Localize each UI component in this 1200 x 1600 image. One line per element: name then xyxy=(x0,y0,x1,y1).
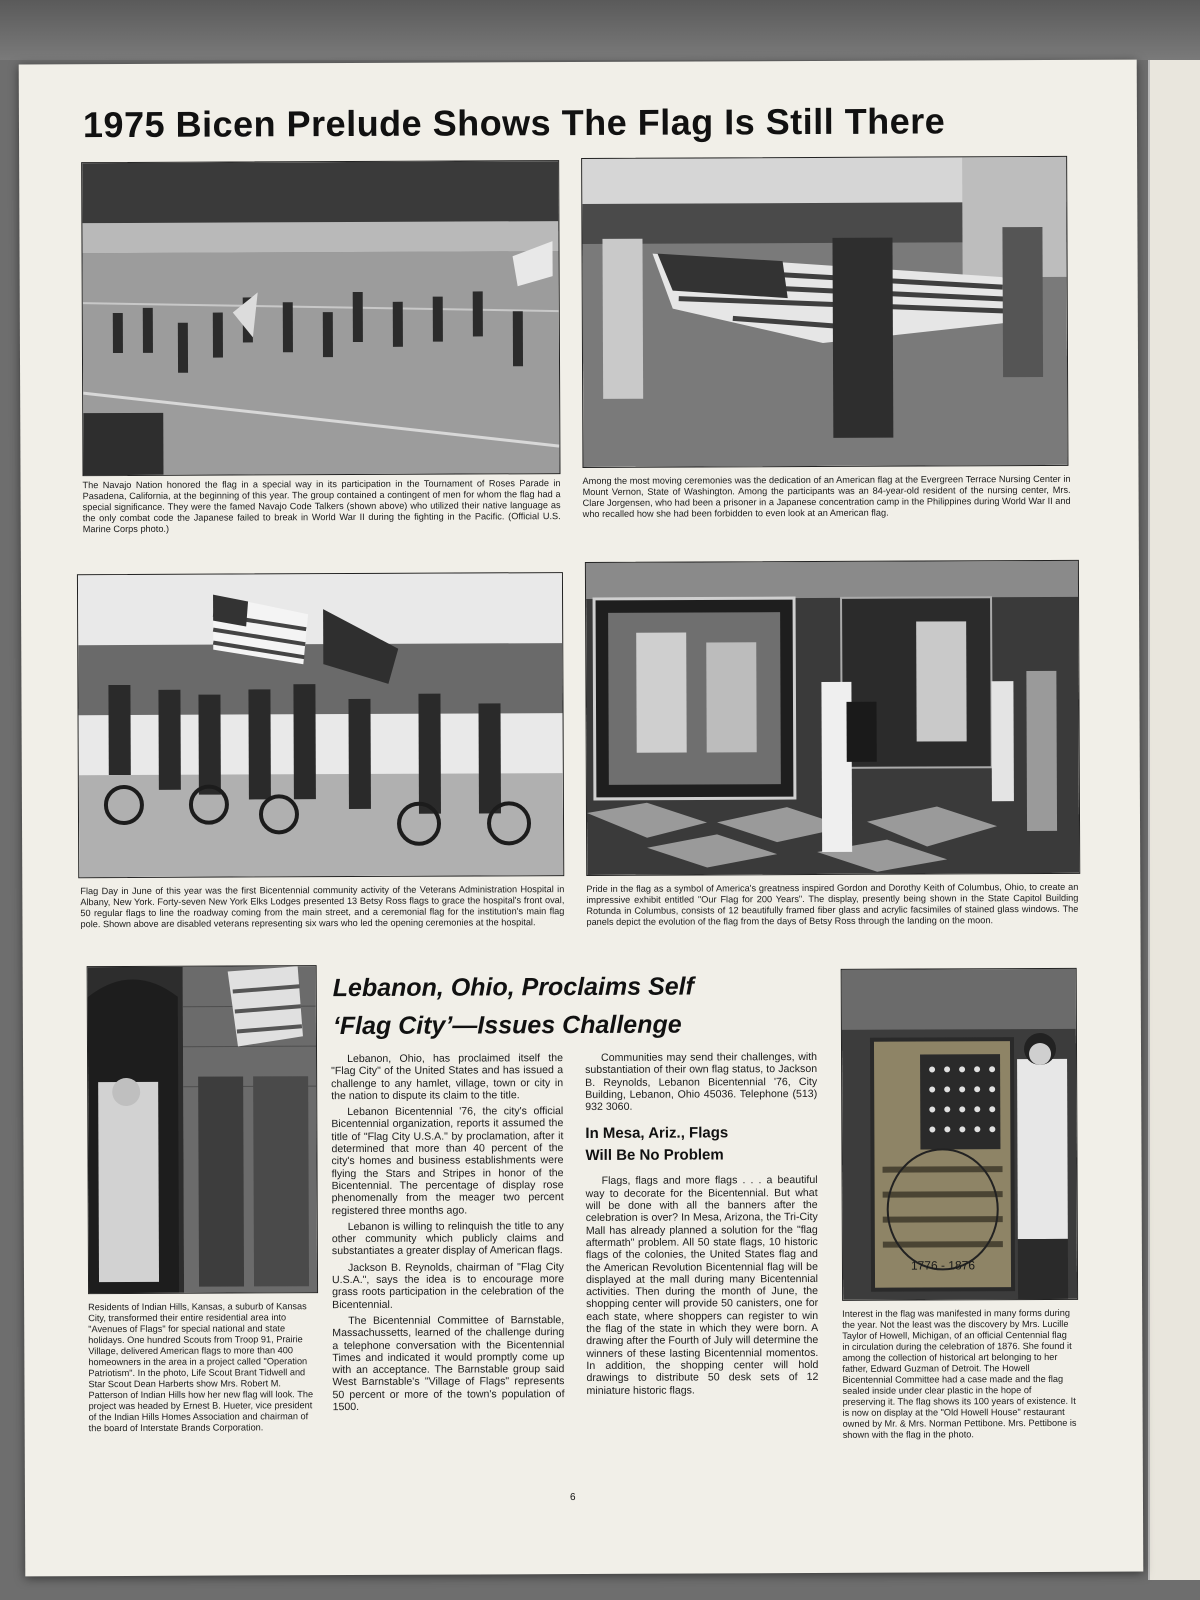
flag-day-caption: Flag Day in June of this year was the first Bicentennial community activity of the Veterans Administration Hospital in Albany, New York. Forty-seven New York Elks Lodges presented 13 Betsy Ross flags to grace the hospital's front oval, 50 regular flags to line the roadway coming from the main street, and a ceremonial flag for the institution's main flag pole. Shown above are disabled veterans representing six wars who led the opening ceremonies at the hospital. xyxy=(80,884,565,930)
article-title-line-1: Lebanon, Ohio, Proclaims Self xyxy=(332,972,694,1003)
indian-hills-caption: Residents of Indian Hills, Kansas, a suburb of Kansas City, transformed their entire residential area into "Avenues of Flags" for special national and state holidays. One hundred Scouts from Troop 91, Prairie Village, delivered American flags to more than 400 homeowners in the area in a project called "Operation Patriotism". In the photo, Life Scout Brant Tidwell and Star Scout Dean Harberts show Mrs. Robert M. Patterson of Indian Hills how her new flag will look. The project was headed by Ernest B. Hueter, vice president of the Indian Hills Homes Association and chairman of the board of Interstate Brands Corporation. xyxy=(88,1301,314,1434)
centennial-dates-text: 1776 - 1876 xyxy=(910,1258,976,1273)
centennial-flag-caption: Interest in the flag was manifested in many forms during the year. Not the least was the discovery by Mrs. Lucille Taylor of Howell, Michigan, of an official Centennial flag in circulation during the celebration of 1876. She found it among the collection of historical art belonging to her father, Edward Guzman of Detroit. The Howell Bicentennial Committee had a case made and the flag sealed inside under clear plastic in the hope of preserving it. The flag shows its 100 years of existence. It is now on display at the "Old Howell House" restaurant owned by Mr. & Mrs. Norman Pettibone. Mrs. Pettibone is shown with the flag in the photo. xyxy=(842,1307,1077,1440)
article-column-1 xyxy=(331,1052,565,1417)
page-number: 6 xyxy=(569,1492,576,1504)
indian-hills-photo xyxy=(87,965,318,1294)
newspaper-page xyxy=(19,60,1144,1577)
navajo-parade-photo xyxy=(81,160,560,476)
page-headline: 1975 Bicen Prelude Shows The Flag Is Still There xyxy=(82,100,946,146)
mesa-subheadline-line-2: Will Be No Problem xyxy=(585,1146,724,1165)
article-paragraph: The Bicentennial Committee of Barnstable, Massachussetts, learned of the challenge during a telephone conversation with the Bicentennial Times and indicated it would promptly come up with an acceptance. The Barnstable group said West Barnstable's "Village of Flags" represents 50 percent or more of the town's population of 1500. xyxy=(332,1314,565,1414)
article-paragraph: Lebanon, Ohio, has proclaimed itself the "Flag City" of the United States and has issued a challenge to any hamlet, village, town or city in the nation to dispute its claim to the title. xyxy=(331,1052,564,1102)
mesa-subheadline-line-1: In Mesa, Ariz., Flags xyxy=(585,1124,729,1143)
article-paragraph: Lebanon is willing to relinquish the title to any other community which publicly claims and substantiates a greater display of American flags. xyxy=(331,1219,564,1258)
challenge-contact-paragraph: Communities may send their challenges, with substantiation of their own flag status, to Jackson B. Reynolds, Lebanon Bicentennial '76, City Building, Lebanon, Ohio 45036. Telephone (513) 932 3060. xyxy=(585,1050,818,1114)
stained-glass-exhibit-photo xyxy=(585,560,1080,876)
mesa-subheadline xyxy=(585,1122,817,1167)
article-paragraph: Jackson B. Reynolds, chairman of "Flag City U.S.A.", says the idea is to encourage more grass roots participation in the celebration of the Bicentennial. xyxy=(331,1260,565,1311)
evergreen-caption: Among the most moving ceremonies was the dedication of an American flag at the Evergreen Terrace Nursing Center in Mount Vernon, State of Washington. Among the participants was an 84-year-old resident of the nursing center, Mrs. Clare Jorgensen, who had been a prisoner in a Japanese concentration camp in the Philippines during World War II and who recalled how she had been forbidden to even look at an American flag. xyxy=(582,473,1071,519)
navajo-caption: The Navajo Nation honored the flag in a special way in its participation in the Tournament of Roses Parade in Pasadena, California, at the beginning of this year. The group contained a contingent of men for whom the flag had a special significance. They were the famed Navajo Code Talkers (shown above) who utilized their native language as the only combat code the Japanese failed to break in World War II during the fighting in the Pacific. (Official U.S. Marine Corps photo.) xyxy=(82,478,561,535)
mesa-paragraph: Flags, flags and more flags . . . a beautiful way to decorate for the Bicentennial. But what will be done with all the banners after the celebration is over? In Mesa, Arizona, the Tri-City Mall has already planned a solution for the "flag aftermath" problem. All 50 state flags, 10 historic flags of the colonies, the United States flag and the American Revolution Bicentennial flag will be displayed at the mall during many Bicentennial activities. Then during the month of June, the shopping center will provide 50 canisters, one for each state, where shoppers can register to win the flag of the state in which they were born. A drawing after the Fourth of July will determine the winners of these lasting Bicentennial momentos. In addition, the shopping center will hold drawings to distribute 50 desk sets of 12 miniature historic flags. xyxy=(585,1174,819,1397)
backdrop xyxy=(0,0,1200,60)
flag-day-veterans-photo xyxy=(77,572,564,878)
centennial-flag-photo xyxy=(841,968,1078,1301)
keith-exhibit-caption: Pride in the flag as a symbol of America's greatness inspired Gordon and Dorothy Keith of Columbus, Ohio, to create an impressive exhibit entitled "Our Flag for 200 Years". The display, presently being shown in the State Capitol Building Rotunda in Columbus, consists of 12 beautifully framed fiber glass and acrylic facsimiles of stained glass windows. The panels depict the evolution of the flag from the days of Betsy Ross through the landing on the moon. xyxy=(586,881,1079,927)
adjacent-page-edge xyxy=(1148,60,1200,1580)
article-paragraph: Lebanon Bicentennial '76, the city's official Bicentennial organization, reports it assumed the title of "Flag City U.S.A." by proclamation, after it determined that more than 40 percent of the city's homes and business establishments were flying the Stars and Stripes in honor of the Bicentennial. The percentage of display rose phenomenally from the meager two percent registered three months ago. xyxy=(331,1105,564,1217)
article-title xyxy=(333,967,823,1045)
article-title-line-2: ‘Flag City’—Issues Challenge xyxy=(332,1010,682,1041)
article-column-2 xyxy=(585,1051,819,1401)
evergreen-flag-photo xyxy=(581,156,1068,468)
